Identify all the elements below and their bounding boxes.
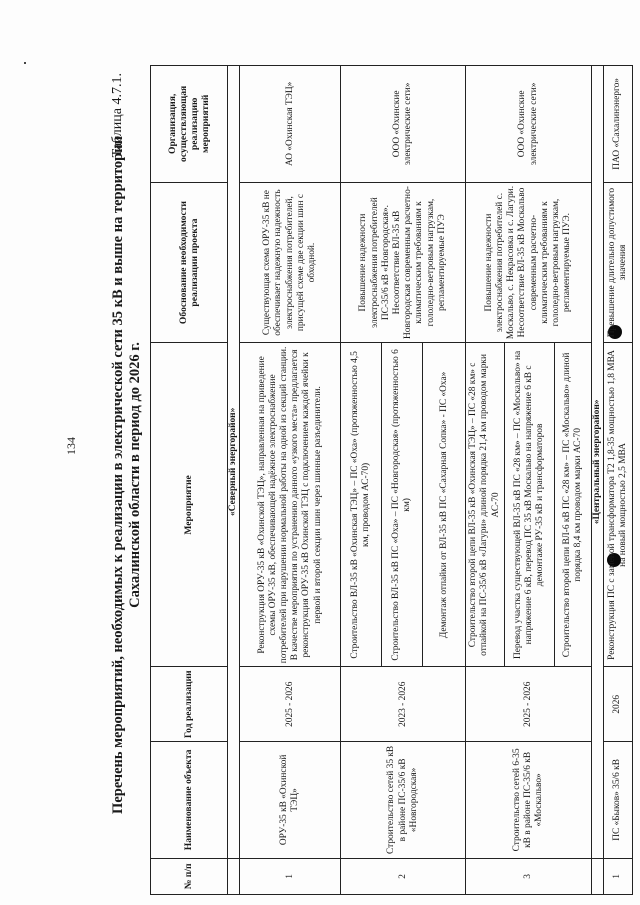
section-title-central: «Центральный энергорайон» xyxy=(591,66,603,859)
row-year: 2026 xyxy=(604,667,633,742)
row-year: 2025 - 2026 xyxy=(240,667,341,742)
row-measure xyxy=(240,343,341,667)
header-rationale: Обоснование необходимости реализации проекта xyxy=(151,182,228,343)
row-measure: Строительство ВЛ-35 кВ «Охинская ТЭЦ» – ПС «Оха» (протяженностью 4,5 км, проводом АС-70) xyxy=(341,343,382,667)
row-measure: Перевод участка существующей ВЛ-35 кВ ПС «28 км» – ПС «Москальво» на напряжение 6 кВ, перевод ПС 35 кВ Москальво на напряжение 6 кВ с демонтаже РУ-35 кВ и трансформаторов xyxy=(504,343,554,667)
page-number: 134 xyxy=(64,437,78,455)
row-rationale: Превышение длительно допустимого значения xyxy=(604,182,633,343)
row-org: ПАО «Сахалинэнерго» xyxy=(604,66,633,183)
scan-speck xyxy=(24,62,26,64)
header-measure: Мероприятие xyxy=(151,343,228,667)
header-org: Организация, осуществляющая реализацию мероприятий xyxy=(151,66,228,183)
row-rationale: Повышение надежности электроснабжения потребителей ПС-35/6 кВ «Новгородская». Несоответствие ВЛ-35 кВ Новгородская современным расчетно-климатическим требованиям к гололедно-ветровым нагрузкам, регламентируемые ПУЭ xyxy=(341,182,466,343)
page-title: Перечень мероприятий, необходимых к реализации в электрической сети 35 кВ и выше на территории Сахалинской области в период до 2026 г. xyxy=(110,136,143,814)
row-org: ООО «Охинские электрические сети» xyxy=(466,66,592,183)
measure-text: В качестве мероприятия по устранению данного «узкого места» предлагается реконструкция ОРУ-35 кВ Охинской ТЭЦ с подключением каждой ячейки к первой и второй секции шин через шинные разъединители. xyxy=(290,349,323,661)
header-row xyxy=(151,66,228,895)
row-object: ОРУ-35 кВ «Охинской ТЭЦ» xyxy=(240,742,341,859)
table-row xyxy=(466,66,505,895)
row-object: Строительство сетей 6-35 кВ в районе ПС-35/6 кВ «Москальво» xyxy=(466,742,592,859)
row-num: 1 xyxy=(240,858,341,894)
header-num: № п/п xyxy=(151,858,228,894)
row-num: 2 xyxy=(341,858,466,894)
row-object: Строительство сетей 35 кВ в районе ПС-35/6 кВ «Новгородская» xyxy=(341,742,466,859)
row-year: 2023 - 2026 xyxy=(341,667,466,742)
measures-table xyxy=(150,65,633,895)
row-object: ПС «Быков» 35/6 кВ xyxy=(604,742,633,859)
row-measure: Строительство ВЛ-35 кВ ПС «Оха» – ПС «Новгородская» (протяженностью 6 км) xyxy=(382,343,423,667)
row-num: 1 xyxy=(604,858,633,894)
row-measure: Строительство второй цепи ВЛ-6 кВ ПС «28 км» – ПС «Москальво» длиной порядка 8,4 км проводом марки АС-70 xyxy=(554,343,591,667)
rotated-sheet xyxy=(110,65,629,895)
measure-text: Реконструкция ОРУ-35 кВ «Охинской ТЭЦ», направленная на приведение схемы ОРУ-35 кВ, обеспечивающей надёжное электроснабжение потребителей при нарушении нормальной работы на одной из секций станции. xyxy=(256,346,289,664)
table-label: Таблица 4.7.1. xyxy=(110,73,125,158)
section-row xyxy=(228,66,240,895)
row-year: 2025 - 2026 xyxy=(466,667,592,742)
table-row xyxy=(341,66,382,895)
table-row xyxy=(604,66,633,895)
table-row xyxy=(240,66,341,895)
row-org: ООО «Охинские электрические сети» xyxy=(341,66,466,183)
row-rationale: Повышение надежности электроснабжения потребителей с. Москальво, с. Некрасовка и с. Лагури. Несоответствие ВЛ-35 кВ Москальво современным расчетно-климатическим требованиям к гололедно-ветровым нагрузкам, регламентируемые ПУЭ. xyxy=(466,182,592,343)
row-num: 3 xyxy=(466,858,592,894)
section-row xyxy=(591,66,603,895)
header-object: Наименование объекта xyxy=(151,742,228,859)
row-org: АО «Охинская ТЭЦ» xyxy=(240,66,341,183)
row-rationale: Существующая схема ОРУ-35 кВ не обеспечивает надежную надежность электроснабжения потребителей, присущей схеме две секции шин с обходной. xyxy=(240,182,341,343)
row-measure: Демонтаж отпайки от ВЛ-35 кВ ПС «Сахарная Сопка» - ПС «Оха» xyxy=(423,343,466,667)
section-title-north: «Северный энергорайон» xyxy=(228,66,240,859)
row-measure: Строительство второй цепи ВЛ-35 кВ «Охинская ТЭЦ» – ПС «28 км» с отпайкой на ПС-35/6 кВ «Лагури» длиной порядка 21,4 км проводом марки АС-70 xyxy=(466,343,505,667)
row-measure: Реконструкция ПС с заменой трансформатора Т2 1,8-35 мощностью 1,8 МВА на новый мощностью 2,5 МВА xyxy=(604,343,633,667)
header-year: Год реализации xyxy=(151,667,228,742)
